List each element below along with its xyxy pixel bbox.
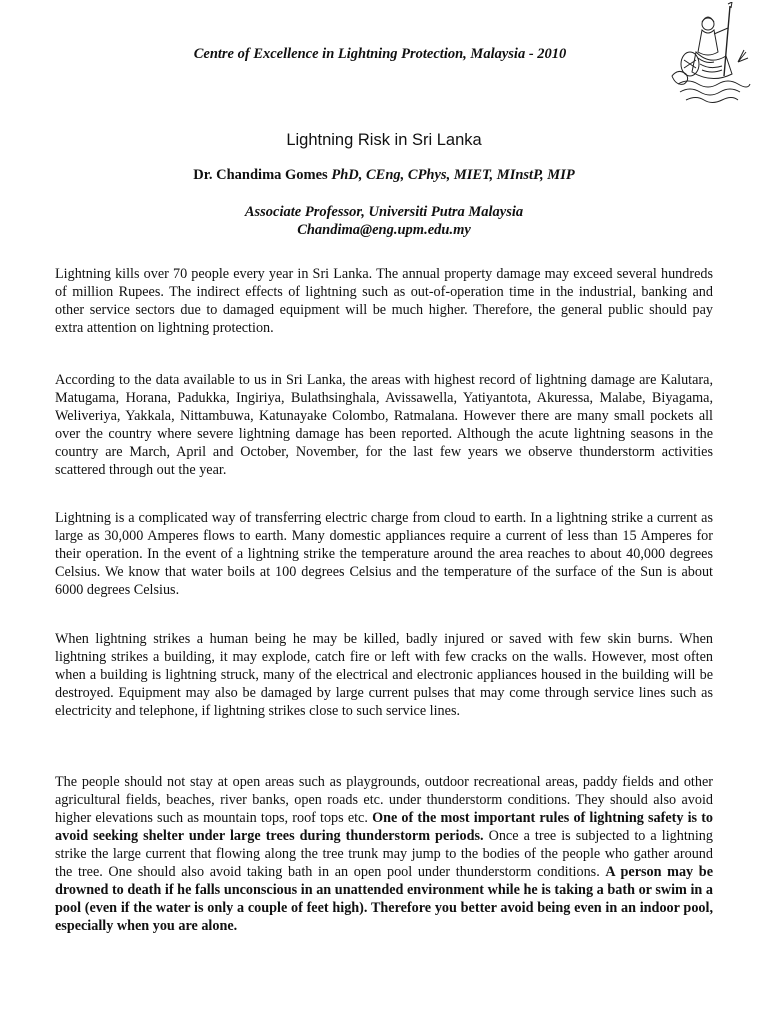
paragraph-lightning-physics: Lightning is a complicated way of transferring electric charge from cloud to earth. In a lightning strike a current as large as 30,000 Amperes flows to earth. Many domestic appliances require a current of less than 15 Amperes for their operation. In the event of a lightning strike the temperature around the area reaches to about 40,000 degrees Celsius. We know that water boils at 100 degrees Celsius and the temperature of the surface of the Sun is about 6000 degrees Celsius. — [55, 510, 713, 598]
paragraph-safety-advice — [55, 773, 713, 935]
paragraph-strike-effects: When lightning strikes a human being he may be killed, badly injured or saved with few skin burns. When lightning strikes a building, it may explode, catch fire or left with few cracks on the walls. However, most often when a building is lightning struck, many of the electrical and electronic appliances housed in the building will be destroyed. Equipment may also be damaged by large current pulses that may come through service lines such as electricity and telephone, if lightning strikes close to such service lines. — [55, 631, 713, 719]
document-title: Lightning Risk in Sri Lanka — [286, 131, 482, 149]
author-name: Dr. Chandima Gomes — [193, 167, 328, 183]
seated-figure-emblem-icon — [668, 2, 752, 112]
author-email: Chandima@eng.upm.edu.my — [297, 222, 471, 238]
affiliation-block — [0, 203, 768, 239]
safety-text-c: Once a tree is subjected to a lightning strike the large current that flowing along the tree trunk may jump to the bodies of the people who gather around the tree. One should also avoid taking bath in an open pool under thunderstorm conditions. — [55, 828, 713, 880]
author-qualifications: PhD, CEng, CPhys, MIET, MInstP, MIP — [331, 167, 575, 183]
author-line — [0, 167, 768, 184]
paragraph-lightning-statistics: Lightning kills over 70 people every year in Sri Lanka. The annual property damage may exceed several hundreds of million Rupees. The indirect effects of lightning such as out-of-operation time in the industrial, banking and other service sectors due to damaged equipment will be much higher. Therefore, the general public should pay extra attention on lightning protection. — [55, 266, 713, 336]
header-centre-line: Centre of Excellence in Lightning Protection, Malaysia - 2010 — [193, 46, 567, 62]
paragraph-risk-areas: According to the data available to us in Sri Lanka, the areas with highest record of lightning damage are Kalutara, Matugama, Horana, Padukka, Ingiriya, Bulathsinghala, Avissawella, Yatiyantota, Akuressa, Malabe, Biyagama, Weliveriya, Yakkala, Nittambuwa, Katunayake Colombo, Ratmalana. However there are many small pockets all over the country where severe lightning damage has been reported. Although the acute lightning seasons in the country are March, April and October, November, for the last few years we observe thunderstorm activities scattered through out the year. — [55, 372, 713, 478]
safety-rule-pool: A person may be drowned to death if he falls unconscious in an unattended environment while he is taking a bath or swim in a pool (even if the water is only a couple of feet high). Therefore you better avoid being even in an indoor pool, especially when you are alone. — [55, 864, 713, 934]
safety-text-a: The people should not stay at open areas such as playgrounds, outdoor recreational areas, paddy fields and other agricultural fields, beaches, river banks, open roads etc. under thunderstorm conditions. They should also avoid higher elevations such as mountain tops, roof tops etc. — [55, 774, 713, 826]
affiliation: Associate Professor, Universiti Putra Malaysia — [244, 204, 524, 220]
safety-rule-trees: One of the most important rules of lightning safety is to avoid seeking shelter under large trees during thunderstorm periods. — [55, 810, 714, 844]
